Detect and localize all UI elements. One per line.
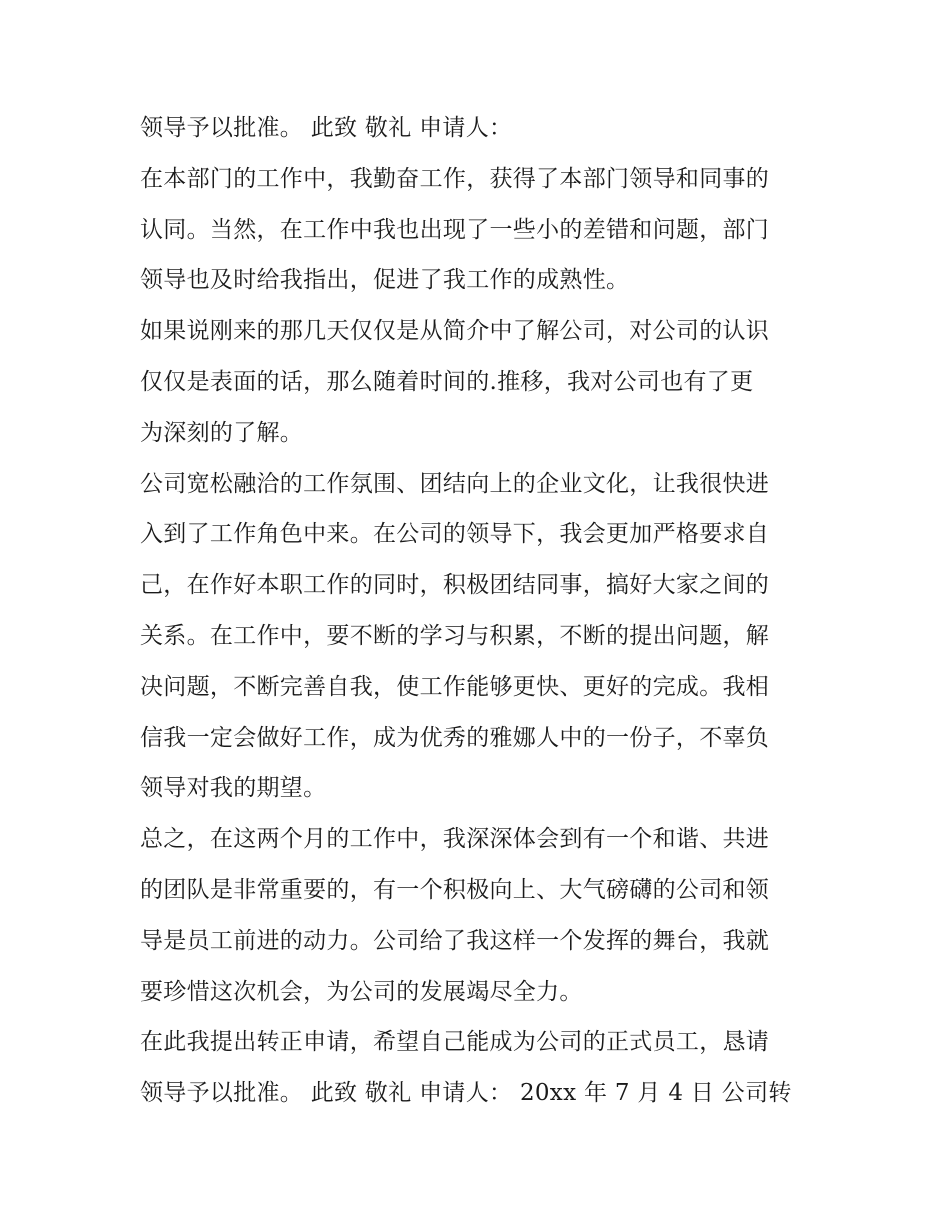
text-line: 要珍惜这次机会，为公司的发展竭尽全力。 — [140, 978, 583, 1005]
text-line: 领导也及时给我指出，促进了我工作的成熟性。 — [140, 267, 630, 294]
text-line: 入到了工作角色中来。在公司的领导下，我会更加严格要求自 — [140, 521, 770, 548]
text-line: 信我一定会做好工作，成为优秀的雅娜人中的一份子，不辜负 — [140, 724, 770, 751]
text-line: 公司宽松融洽的工作氛围、团结向上的企业文化，让我很快进 — [140, 470, 770, 497]
text-line: 总之，在这两个月的工作中，我深深体会到有一个和谐、共进 — [140, 826, 770, 853]
text-line: 为深刻的了解。 — [140, 419, 304, 446]
text-line: 认同。当然，在工作中我也出现了一些小的差错和问题，部门 — [140, 216, 770, 243]
text-line: 的团队是非常重要的，有一个积极向上、大气磅礴的公司和领 — [140, 876, 770, 903]
text-line: 决问题，不断完善自我，使工作能够更快、更好的完成。我相 — [140, 673, 770, 700]
document-page — [140, 108, 820, 1124]
text-line: 领导予以批准。 此致 敬礼 申请人： — [140, 115, 513, 141]
text-line: 仅仅是表面的话，那么随着时间的.推移，我对公司也有了更 — [140, 368, 754, 395]
text-line: 在此我提出转正申请，希望自己能成为公司的正式员工，恳请 — [140, 1029, 770, 1056]
text-line: 在本部门的工作中，我勤奋工作，获得了本部门领导和同事的 — [140, 165, 770, 192]
text-line: 如果说刚来的那几天仅仅是从简介中了解公司，对公司的认识 — [140, 318, 770, 345]
text-line: 领导对我的期望。 — [140, 775, 327, 802]
text-line: 领导予以批准。 此致 敬礼 申请人： 20xx 年 7 月 4 日 公司转 — [140, 1080, 792, 1107]
text-line: 己，在作好本职工作的同时，积极团结同事，搞好大家之间的 — [140, 572, 770, 599]
text-line: 关系。在工作中，要不断的学习与积累，不断的提出问题，解 — [140, 622, 770, 649]
text-line: 导是员工前进的动力。公司给了我这样一个发挥的舞台，我就 — [140, 927, 770, 954]
